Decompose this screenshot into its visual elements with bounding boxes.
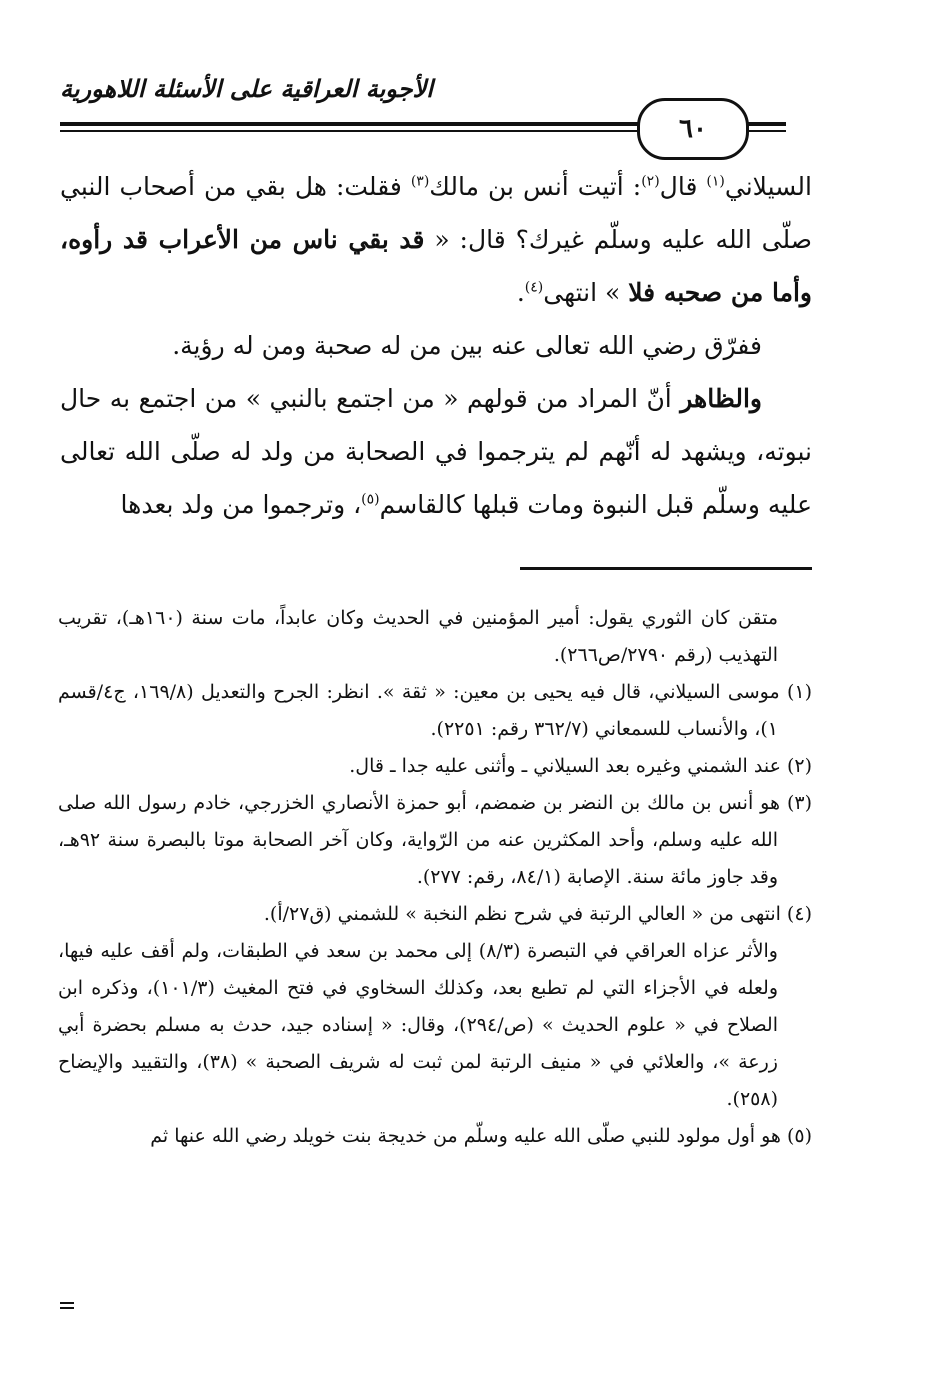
text-run: السيلاني (724, 172, 812, 201)
footnote-4: (٤) انتهى من « العالي الرتبة في شرح نظم النخبة » للشمني (ق٢٧/أ). (263, 903, 812, 925)
text-run: ، وترجموا من ولد بعدها (120, 490, 362, 519)
footnote-ref-3: (٣) (410, 173, 430, 190)
main-text (60, 160, 812, 531)
footnote-4-continued: والأثر عزاه العراقي في التبصرة (٨/٣) إلى محمد بن سعد في الطبقات، ولم أقف عليه فيها، ولعله في الأجزاء التي لم تطبع بعد، وكذلك السخاوي في فتح المغيث (١٠١/٣)، وذكره ابن الصلاح في « علوم الحديث » (ص/٢٩٤)، وقال: « إسناده جيد، حدث به مسلم بحضرة أبي زرعة »، والعلائي في « منيف الرتبة لمن ثبت له شريف الصحبة » (٣٨)، والتقييد والإيضاح (٢٥٨). (58, 940, 779, 1110)
footnote-5: (٥) هو أول مولود للنبي صلّى الله عليه وسلّم من خديجة بنت خويلد رضي الله عنها ثم (150, 1125, 812, 1147)
continuation-mark (60, 1302, 74, 1309)
footnote-ref-4: (٤) (524, 279, 544, 296)
footnote-separator (520, 567, 812, 570)
page-number: ٦٠ (679, 114, 707, 144)
footnote-1: (١) موسى السيلاني، قال فيه يحيى بن معين: « ثقة ». انظر: الجرح والتعديل (١٦٩/٨، ج٤/قسم ١)، والأنساب للسمعاني (٣٦٢/٧ رقم: ٢٢٥١). (58, 681, 812, 740)
text-run: : أتيت أنس بن مالك (429, 172, 642, 201)
quoted-report: قد بقي ناس من الأعراب قد رأوه، وأما من صحبه فلا (60, 225, 812, 307)
emphasis-term: والظاهر (680, 384, 762, 413)
text-run: فقلت: هل بقي من أصحاب النبي صلّى الله عليه وسلّم غيرك؟ قال: « (60, 172, 812, 254)
paragraph-1 (60, 160, 812, 319)
footnote-ref-2: (٢) (641, 173, 660, 190)
page-number-badge (637, 98, 749, 160)
footnote-3: (٣) هو أنس بن مالك بن النضر بن ضمضم، أبو حمزة الأنصاري الخزرجي، خادم رسول الله صلى الله عليه وسلم، وأحد المكثرين عنه من الرّواية، وكان آخر الصحابة موتا بالبصرة سنة ٩٢هـ، وقد جاوز مائة سنة. الإصابة (٨٤/١، رقم: ٢٧٧). (58, 792, 812, 888)
footnote-2: (٢) عند الشمني وغيره بعد السيلاني ـ وأثنى عليه جدا ـ قال. (349, 755, 812, 777)
text-run: أنّ المراد من قولهم « من اجتمع بالنبي » من اجتمع به حال نبوته، ويشهد له أنّهم لم يترجموا في الصحابة من ولد له صلّى الله تعالى عليه وسلّم قبل النبوة ومات قبلها كالقاسم (60, 384, 812, 519)
text-run: قال (659, 172, 707, 201)
running-title: الأجوبة العراقية على الأسئلة اللاهورية (60, 74, 433, 103)
footnote-carryover: متقن كان الثوري يقول: أمير المؤمنين في الحديث وكان عابداً، مات سنة (١٦٠هـ)، تقريب التهذيب (رقم ٢٧٩٠/ص٢٦٦). (58, 607, 778, 666)
footnote-ref-1: (١) (706, 173, 725, 190)
paragraph-2: ففرّق رضي الله تعالى عنه بين من له صحبة ومن له رؤية. (172, 331, 762, 360)
text-run: . (516, 278, 525, 307)
text-run: » انتهى (543, 278, 629, 307)
paragraph-3 (60, 372, 812, 531)
footnotes (58, 600, 812, 1155)
footnote-ref-5: (٥) (361, 491, 380, 508)
